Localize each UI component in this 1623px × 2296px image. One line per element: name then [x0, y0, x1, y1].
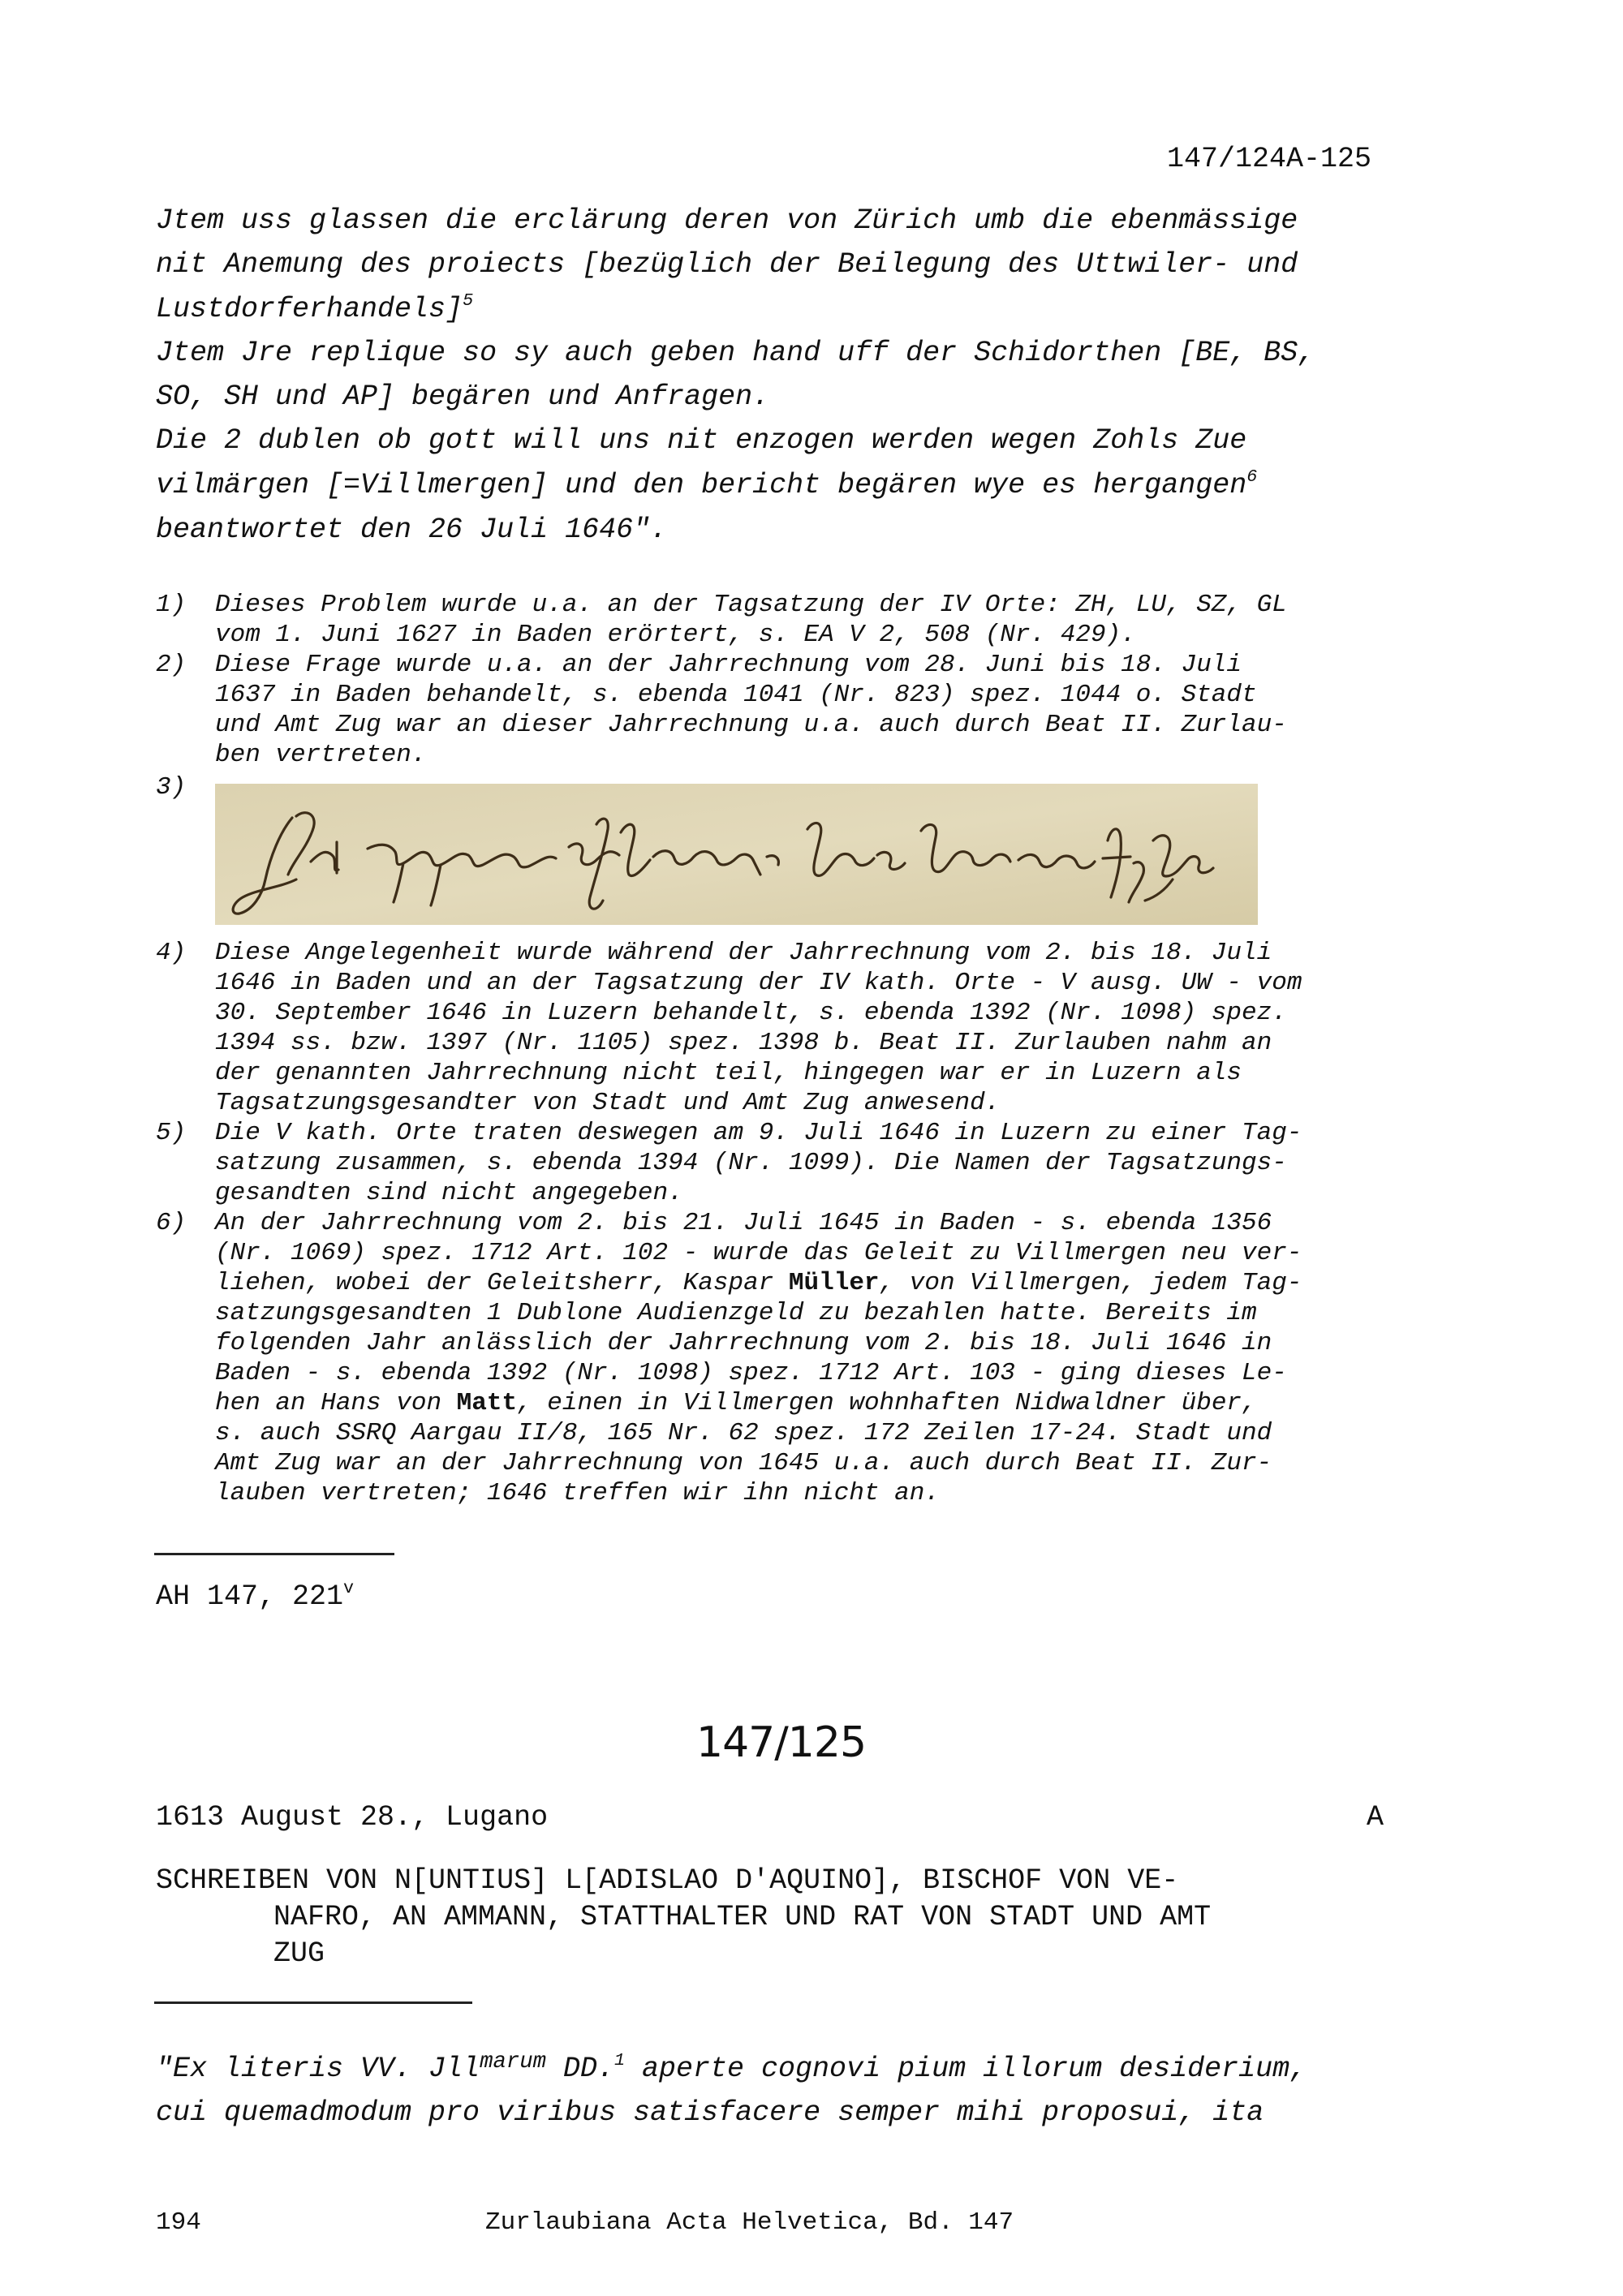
footnote-line: Dieses Problem wurde u.a. an der Tagsatzung der IV Orte: ZH, LU, SZ, GL [215, 591, 1287, 619]
body-line [156, 466, 1258, 501]
manuscript-image [215, 784, 1258, 925]
footnote-line: satzung zusammen, s. ebenda 1394 (Nr. 1099). Die Namen der Tagsatzungs- [215, 1149, 1287, 1177]
footnote-line: vom 1. Juni 1627 in Baden erörtert, s. EA V 2, 508 (Nr. 429). [215, 621, 1136, 649]
footnote-line: folgenden Jahr anlässlich der Jahrrechnung vom 2. bis 18. Juli 1646 in [215, 1329, 1272, 1357]
footnote-line: Die V kath. Orte traten deswegen am 9. Juli 1646 in Luzern zu einer Tag- [215, 1119, 1302, 1147]
footnote-line: 1646 in Baden und an der Tagsatzung der IV kath. Orte - V ausg. UW - vom [215, 969, 1302, 997]
body-line [156, 290, 474, 325]
footnote-line: satzungsgesandten 1 Dublone Audienzgeld zu bezahlen hatte. Bereits im [215, 1299, 1257, 1327]
footnote-number: 3) [156, 773, 187, 802]
latin-text: aperte cognovi pium illorum desiderium, [625, 2053, 1307, 2085]
date-place: 1613 August 28., Lugano [156, 1801, 549, 1834]
publication-title: Zurlaubiana Acta Helvetica, Bd. 147 [485, 2208, 1014, 2237]
footnote-line: und Amt Zug war an dieser Jahrrechnung u.a. auch durch Beat II. Zurlau- [215, 711, 1287, 739]
footnote-line: Diese Angelegenheit wurde während der Jahrrechnung vom 2. bis 18. Juli [215, 939, 1272, 967]
footnote-line: Amt Zug war an der Jahrrechnung von 1645 u.a. auch durch Beat II. Zur- [215, 1449, 1272, 1477]
footnote-line: 1394 ss. bzw. 1397 (Nr. 1105) spez. 1398 b. Beat II. Zurlauben nahm an [215, 1029, 1272, 1057]
footnote-number: 1) [156, 591, 187, 619]
footnote-line: s. auch SSRQ Aargau II/8, 165 Nr. 62 spez. 172 Zeilen 17-24. Stadt und [215, 1419, 1272, 1447]
page-number: 194 [156, 2208, 201, 2237]
footnote-line [215, 1389, 1257, 1417]
footnote-line: (Nr. 1069) spez. 1712 Art. 102 - wurde das Geleit zu Villmergen neu ver- [215, 1239, 1302, 1267]
footnote-text: , von Villmergen, jedem Tag- [879, 1269, 1302, 1297]
footnote-text: liehen, wobei der Geleitsherr, Kaspar [215, 1269, 789, 1297]
body-line: nit Anemung des proiects [bezüglich der Beilegung des Uttwiler- und [156, 248, 1298, 281]
footnote-line: gesandten sind nicht angegeben. [215, 1179, 683, 1207]
footnote-line: Tagsatzungsgesandter von Stadt und Amt Zug anwesend. [215, 1089, 1001, 1117]
body-text: vilmärgen [=Villmergen] und den bericht begären wye es hergangen [156, 469, 1247, 501]
footnote-line: der genannten Jahrrechnung nicht teil, hingegen war er in Luzern als [215, 1059, 1242, 1087]
footnote-text: , einen in Villmergen wohnhaften Nidwaldner über, [517, 1389, 1257, 1417]
footnote-ref: 1 [614, 2049, 626, 2070]
footnote-line: 30. September 1646 in Luzern behandelt, s. ebenda 1392 (Nr. 1098) spez. [215, 999, 1287, 1027]
footnote-line: Diese Frage wurde u.a. an der Jahrrechnung vom 28. Juni bis 18. Juli [215, 651, 1242, 679]
separator-rule [154, 1553, 394, 1555]
separator-rule [154, 2001, 472, 2004]
page-reference: 147/124A-125 [1167, 143, 1372, 175]
document-title-line: NAFRO, AN AMMANN, STATTHALTER UND RAT VON STADT UND AMT [273, 1901, 1212, 1933]
footnote-line: An der Jahrrechnung vom 2. bis 21. Juli 1645 in Baden - s. ebenda 1356 [215, 1209, 1272, 1237]
footnote-number: 2) [156, 651, 187, 679]
abbreviation-superscript: marum [480, 2049, 546, 2075]
footnote-line: 1637 in Baden behandelt, s. ebenda 1041 (Nr. 823) spez. 1044 o. Stadt [215, 681, 1257, 709]
person-name: Müller [788, 1269, 880, 1297]
latin-line [156, 2049, 1307, 2085]
footnote-ref: 5 [463, 290, 474, 311]
footnote-text: hen an Hans von [215, 1389, 457, 1417]
footnote-line: ben vertreten. [215, 741, 427, 769]
source-reference [156, 1577, 355, 1613]
footnote-line: lauben vertreten; 1646 treffen wir ihn nicht an. [215, 1479, 940, 1507]
source-text: AH 147, 221 [156, 1580, 344, 1613]
body-line: Jtem Jre replique so sy auch geben hand uff der Schidorthen [BE, BS, [156, 337, 1315, 369]
document-number: 147/125 [696, 1718, 867, 1767]
body-line: beantwortet den 26 Juli 1646". [156, 514, 668, 546]
footnote-number: 5) [156, 1119, 187, 1147]
footnote-ref: 6 [1246, 466, 1258, 487]
latin-line: cui quemadmodum pro viribus satisfacere semper mihi proposui, ita [156, 2096, 1264, 2129]
folio-side: v [343, 1577, 355, 1598]
document-title-line: ZUG [273, 1937, 325, 1970]
document-letter: A [1367, 1801, 1384, 1834]
footnote-line: Baden - s. ebenda 1392 (Nr. 1098) spez. 1712 Art. 103 - ging dieses Le- [215, 1359, 1287, 1387]
person-name: Matt [456, 1389, 518, 1417]
footnote-number: 4) [156, 939, 187, 967]
latin-text: "Ex literis VV. Jll [156, 2053, 480, 2085]
document-title-line: SCHREIBEN VON N[UNTIUS] L[ADISLAO D'AQUINO], BISCHOF VON VE- [156, 1864, 1179, 1897]
footnote-number: 6) [156, 1209, 187, 1237]
latin-text: DD. [545, 2053, 614, 2085]
body-line: Jtem uss glassen die erclärung deren von Zürich umb die ebenmässige [156, 204, 1298, 237]
footnote-line [215, 1269, 1302, 1297]
body-line: SO, SH und AP] begären und Anfragen. [156, 381, 770, 413]
body-line: Die 2 dublen ob gott will uns nit enzogen werden wegen Zohls Zue [156, 424, 1247, 457]
body-text: Lustdorferhandels] [156, 293, 463, 325]
